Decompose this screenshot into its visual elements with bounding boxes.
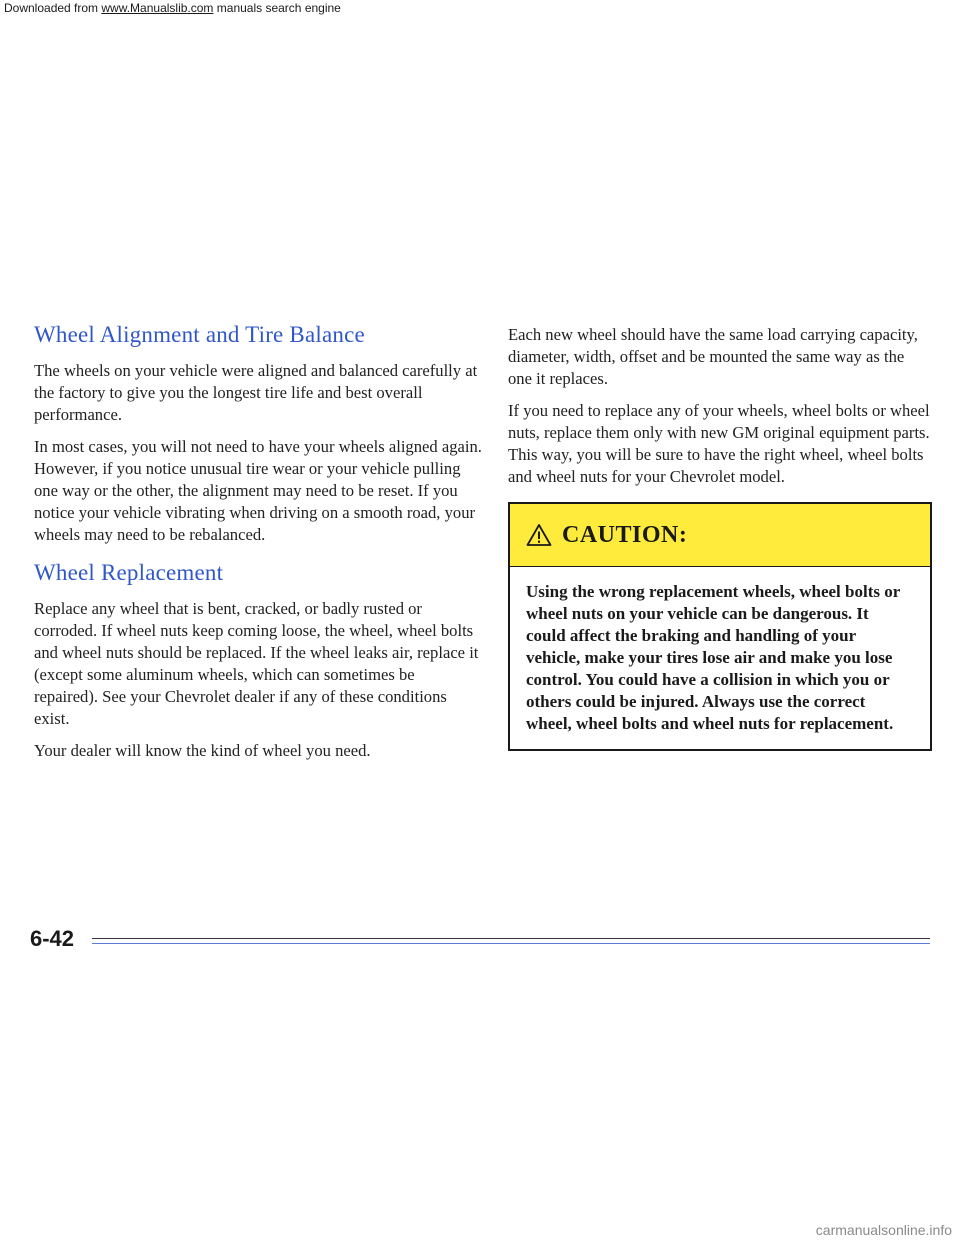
page-footer [30, 926, 930, 956]
download-banner-suffix: manuals search engine [213, 1, 341, 15]
paragraph-gm-parts: If you need to replace any of your wheels, wheel bolts or wheel nuts, replace them only with new GM original equipment parts. This way, you will be sure to have the right wheel, wheel bolts and wheel nuts for your Chevrolet model. [508, 401, 930, 486]
caution-text: Using the wrong replacement wheels, wheel bolts or wheel nuts on your vehicle can be dangerous. It could affect the braking and handling of your vehicle, make your tires lose air and make you lose control. You could have a collision in which you or others could be injured. Always use the correct wheel, wheel bolts and wheel nuts for replacement. [526, 582, 900, 733]
heading-wheel-replacement: Wheel Replacement [34, 560, 224, 585]
paragraph-alignment-factory: The wheels on your vehicle were aligned and balanced carefully at the factory to give you the longest tire life and best overall performance. [34, 361, 478, 424]
caution-header [510, 504, 930, 567]
left-column [34, 322, 482, 772]
footer-rule-blue [92, 943, 930, 944]
caution-label: CAUTION: [562, 521, 688, 548]
paragraph-dealer: Your dealer will know the kind of wheel you need. [34, 741, 371, 760]
right-column [508, 324, 932, 751]
warning-triangle-icon [526, 523, 552, 547]
paragraph-alignment-reset: In most cases, you will not need to have your wheels aligned again. However, if you notice unusual tire wear or your vehicle pulling one way or the other, the alignment may need to be reset. If you notice your vehicle vibrating when driving on a smooth road, your wheels may need to be rebalanced. [34, 437, 482, 544]
watermark: carmanualsonline.info [815, 1222, 952, 1238]
manualslib-link[interactable]: www.Manualslib.com [101, 1, 214, 15]
caution-box [508, 502, 932, 751]
heading-wheel-alignment: Wheel Alignment and Tire Balance [34, 322, 365, 347]
download-banner-prefix: Downloaded from [4, 1, 102, 15]
paragraph-replace-wheel: Replace any wheel that is bent, cracked, or badly rusted or corroded. If wheel nuts keep coming loose, the wheel, wheel bolts and wheel nuts should be replaced. If the wheel leaks air, replace it (except some aluminum wheels, which can sometimes be repaired). See your Chevrolet dealer if any of these conditions exist. [34, 599, 479, 728]
paragraph-new-wheel: Each new wheel should have the same load carrying capacity, diameter, width, offset and be mounted the same way as the one it replaces. [508, 325, 918, 388]
page-number: 6-42 [30, 926, 75, 951]
footer-rule [92, 938, 930, 939]
